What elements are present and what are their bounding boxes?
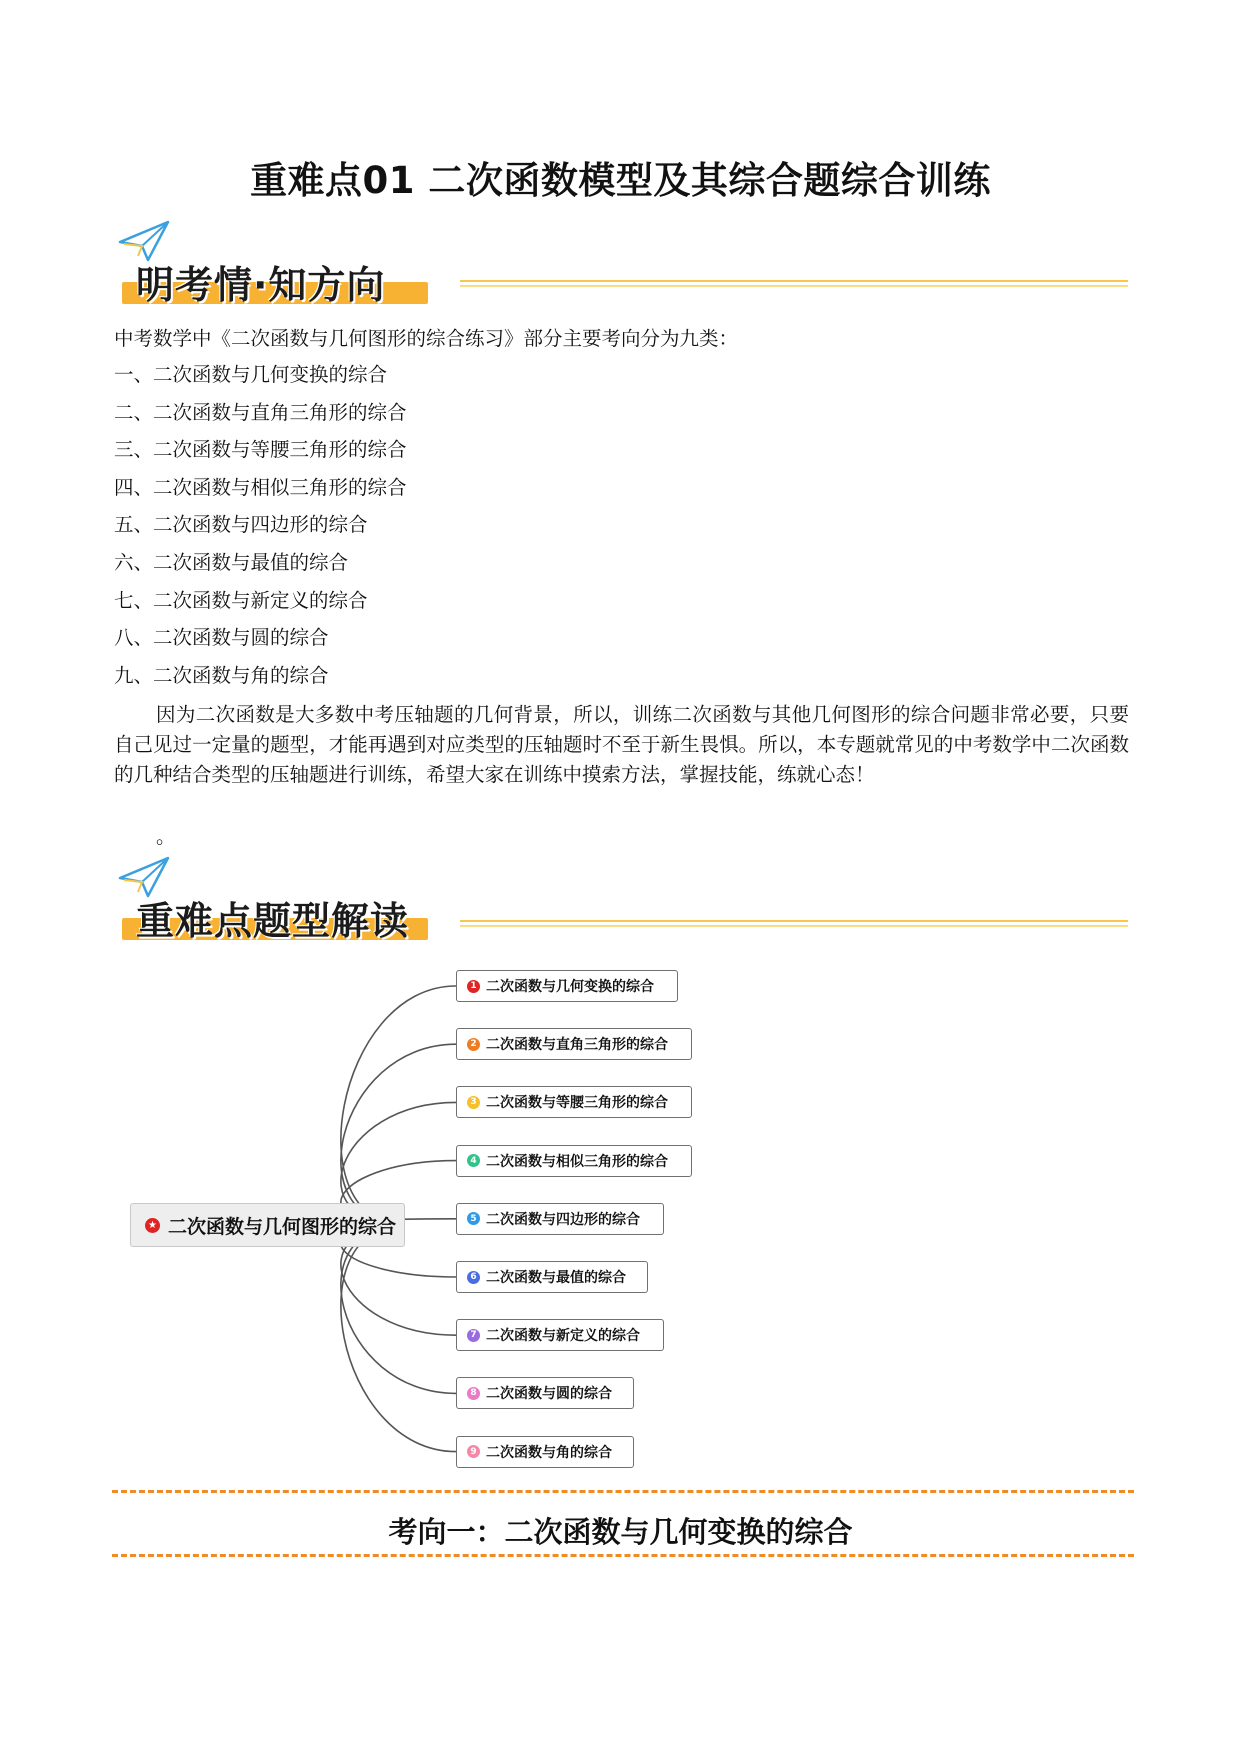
topic-list-item: 三、二次函数与等腰三角形的综合 xyxy=(114,438,407,462)
mindmap-node xyxy=(456,1028,692,1060)
mindmap-connector xyxy=(341,1044,456,1225)
mindmap-node xyxy=(456,970,678,1002)
mindmap-node xyxy=(456,1436,634,1468)
mindmap-root-label: 二次函数与几何图形的综合 xyxy=(168,1215,397,1238)
topic-list-item: 一、二次函数与几何变换的综合 xyxy=(114,363,388,386)
mindmap-connector xyxy=(341,986,456,1225)
node-number-badge: 3 xyxy=(467,1096,480,1109)
topic-list-item: 六、二次函数与最值的综合 xyxy=(114,551,349,574)
mindmap-root xyxy=(130,1203,405,1247)
mindmap-node xyxy=(456,1145,692,1177)
node-label: 二次函数与圆的综合 xyxy=(486,1386,612,1403)
mindmap-node xyxy=(456,1261,648,1293)
node-label: 二次函数与等腰三角形的综合 xyxy=(486,1095,668,1112)
topic-list-item: 四、二次函数与相似三角形的综合 xyxy=(114,475,407,499)
kaoxiang-heading: 考向一：二次函数与几何变换的综合 xyxy=(388,1515,853,1549)
node-label: 二次函数与四边形的综合 xyxy=(486,1211,640,1228)
node-label: 二次函数与新定义的综合 xyxy=(486,1328,640,1345)
mindmap-connector xyxy=(341,1225,456,1393)
node-label: 二次函数与直角三角形的综合 xyxy=(486,1037,668,1054)
topic-list-item: 八、二次函数与圆的综合 xyxy=(114,626,329,650)
mindmap-node xyxy=(456,1203,664,1235)
mindmap-node xyxy=(456,1319,664,1351)
node-number-badge: 6 xyxy=(467,1271,480,1284)
trailing-mark: 。 xyxy=(156,825,176,848)
topic-list-item: 二、二次函数与直角三角形的综合 xyxy=(114,400,407,424)
page-title: 重难点01 二次函数模型及其综合题综合训练 xyxy=(250,159,991,202)
intro-text: 中考数学中《二次函数与几何图形的综合练习》部分主要考向分为九类： xyxy=(114,327,739,350)
node-label: 二次函数与几何变换的综合 xyxy=(486,979,654,995)
node-number-badge: 8 xyxy=(467,1387,480,1400)
mindmap-node xyxy=(456,1377,634,1409)
body-paragraph: 因为二次函数是大多数中考压轴题的几何背景，所以，训练二次函数与其他几何图形的综合问题非常必要，只要自己见过一定量的题型，才能再遇到对应类型的压轴题时不至于新生畏惧。所以，本专题就常见的中考数学中二次函数的几种结合类型的压轴题进行训练，希望大家在训练中摸索方法，掌握技能，练就心态！ xyxy=(114,703,1129,786)
topic-list-item: 九、二次函数与角的综合 xyxy=(114,663,329,687)
topic-list-item: 七、二次函数与新定义的综合 xyxy=(114,588,368,612)
dashed-divider-top xyxy=(112,1490,1134,1493)
node-number-badge: 5 xyxy=(467,1212,480,1225)
node-number-badge: 7 xyxy=(467,1329,480,1342)
topic-list-item: 五、二次函数与四边形的综合 xyxy=(114,513,368,537)
star-icon: ★ xyxy=(145,1218,160,1233)
node-number-badge: 9 xyxy=(467,1445,480,1458)
section-heading-text: 重难点题型解读 xyxy=(136,899,410,943)
node-label: 二次函数与相似三角形的综合 xyxy=(486,1153,668,1170)
mindmap-node xyxy=(456,1086,692,1118)
node-label: 二次函数与角的综合 xyxy=(486,1444,612,1461)
node-number-badge: 1 xyxy=(467,980,480,993)
node-number-badge: 4 xyxy=(467,1154,480,1167)
mindmap-connector xyxy=(341,1225,456,1452)
section-heading-text: 明考情·知方向 xyxy=(136,263,386,307)
node-number-badge: 2 xyxy=(467,1038,480,1051)
node-label: 二次函数与最值的综合 xyxy=(486,1270,626,1286)
dashed-divider-bottom xyxy=(112,1554,1134,1557)
